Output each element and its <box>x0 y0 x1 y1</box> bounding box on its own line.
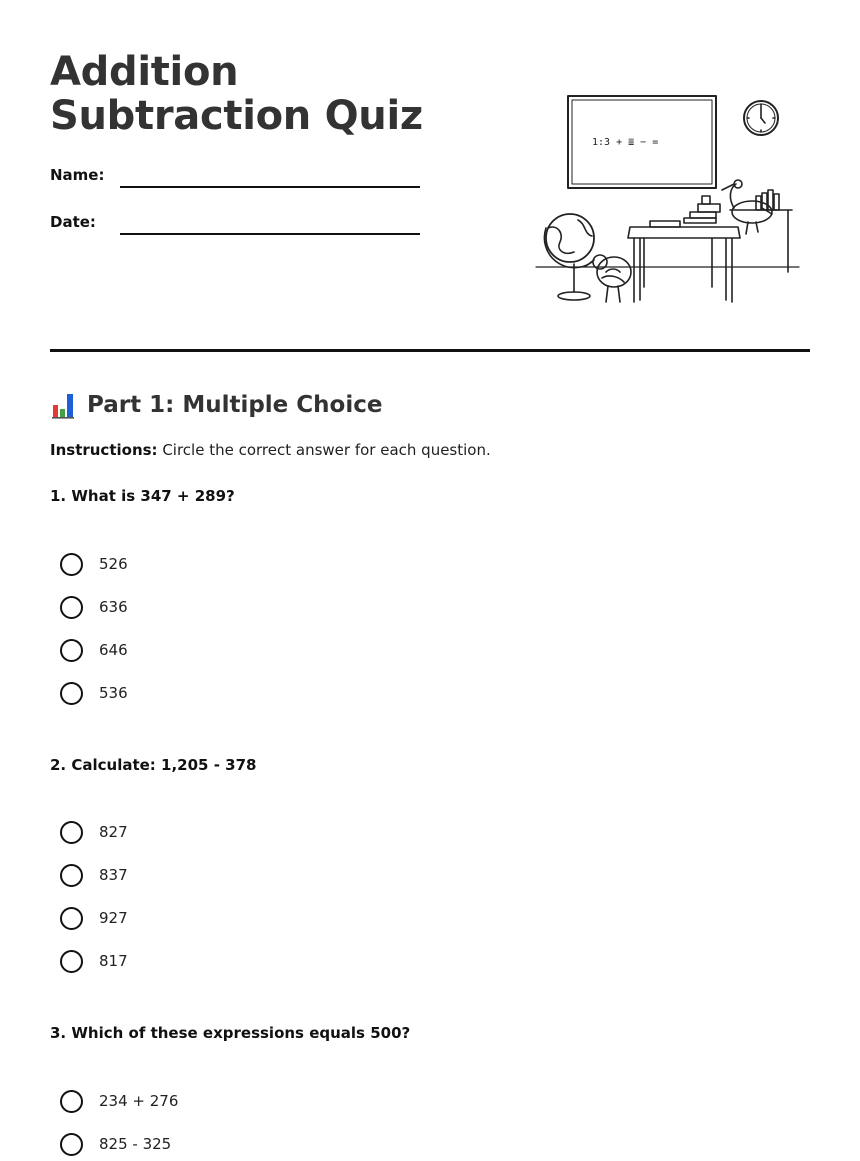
desk-icon <box>628 196 740 302</box>
date-blank-line[interactable] <box>120 233 420 235</box>
question-1: 1. What is 347 + 289? <box>50 487 235 505</box>
globe-icon <box>544 214 594 300</box>
option-label: 825 - 325 <box>99 1135 172 1153</box>
question-1-option-3[interactable] <box>60 637 128 663</box>
section-title: Part 1: Multiple Choice <box>87 392 383 418</box>
radio-circle-icon[interactable] <box>60 1133 83 1156</box>
chalkboard-text: 1:3 + ≣ − = <box>592 137 659 148</box>
option-label: 636 <box>99 598 128 616</box>
question-1-option-1[interactable] <box>60 551 128 577</box>
name-field[interactable] <box>50 166 420 192</box>
option-label: 234 + 276 <box>99 1092 179 1110</box>
option-label: 646 <box>99 641 128 659</box>
section-divider <box>50 349 810 352</box>
option-label: 526 <box>99 555 128 573</box>
radio-circle-icon[interactable] <box>60 596 83 619</box>
instructions <box>50 441 491 459</box>
question-3-option-2[interactable] <box>60 1131 171 1157</box>
question-1-option-2[interactable] <box>60 594 128 620</box>
radio-circle-icon[interactable] <box>60 639 83 662</box>
radio-circle-icon[interactable] <box>60 821 83 844</box>
classroom-illustration <box>534 92 814 310</box>
option-label: 927 <box>99 909 128 927</box>
heron-bird-icon <box>722 180 772 234</box>
radio-circle-icon[interactable] <box>60 682 83 705</box>
question-1-option-4[interactable] <box>60 680 128 706</box>
section-heading <box>50 388 382 422</box>
question-3: 3. Which of these expressions equals 500? <box>50 1024 411 1042</box>
question-2: 2. Calculate: 1,205 - 378 <box>50 756 257 774</box>
option-label: 827 <box>99 823 128 841</box>
chalkboard-icon <box>568 96 716 188</box>
option-label: 837 <box>99 866 128 884</box>
option-label: 817 <box>99 952 128 970</box>
page-title: Addition Subtraction Quiz <box>50 49 423 139</box>
name-label: Name: <box>50 166 105 184</box>
question-3-option-1[interactable] <box>60 1088 178 1114</box>
wall-clock-icon <box>744 101 778 135</box>
question-2-option-4[interactable] <box>60 948 128 974</box>
instructions-label: Instructions: <box>50 441 158 459</box>
date-field[interactable] <box>50 213 420 239</box>
radio-circle-icon[interactable] <box>60 864 83 887</box>
question-2-option-3[interactable] <box>60 905 128 931</box>
kiwi-bird-icon <box>586 255 631 302</box>
question-2-option-2[interactable] <box>60 862 128 888</box>
radio-circle-icon[interactable] <box>60 950 83 973</box>
radio-circle-icon[interactable] <box>60 1090 83 1113</box>
bar-chart-icon <box>50 391 76 419</box>
option-label: 536 <box>99 684 128 702</box>
name-blank-line[interactable] <box>120 186 420 188</box>
date-label: Date: <box>50 213 96 231</box>
quiz-header <box>50 50 810 310</box>
instructions-text: Circle the correct answer for each question. <box>157 441 491 459</box>
question-2-option-1[interactable] <box>60 819 128 845</box>
radio-circle-icon[interactable] <box>60 553 83 576</box>
radio-circle-icon[interactable] <box>60 907 83 930</box>
